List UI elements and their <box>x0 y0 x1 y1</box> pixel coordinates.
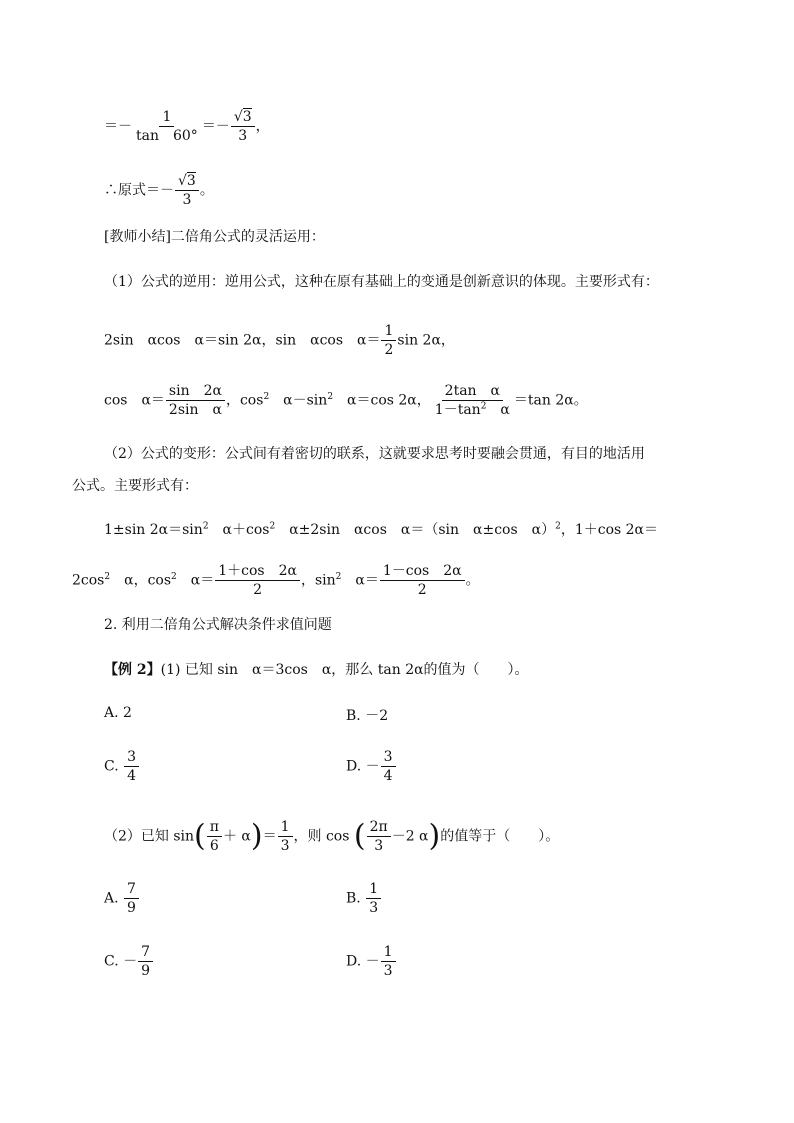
eq-text: α＋cos <box>208 522 270 538</box>
numerator: 3 <box>381 748 396 767</box>
exponent: 2 <box>327 391 334 402</box>
right-paren: ) <box>250 818 263 854</box>
fraction <box>133 108 201 145</box>
fraction <box>432 382 513 419</box>
fraction <box>175 172 199 209</box>
fraction <box>124 880 139 917</box>
exponent: 2 <box>335 571 342 582</box>
option-b: B. －2 <box>346 708 389 724</box>
denominator: 3 <box>182 192 192 208</box>
numerator: 1＋cos 2α <box>215 562 300 581</box>
eq-text: cos α＝ <box>104 392 165 409</box>
eq-text: ＝－ <box>104 118 132 135</box>
section-heading: 2. 利用二倍角公式解决条件求值问题 <box>104 617 332 633</box>
exponent: 2 <box>104 571 111 582</box>
fraction <box>138 943 153 980</box>
fraction <box>166 382 225 419</box>
option-c <box>104 748 140 785</box>
eq-text: ，cos <box>225 392 264 409</box>
fraction <box>367 818 391 855</box>
denominator: 9 <box>127 900 136 916</box>
right-paren: ) <box>428 818 441 854</box>
example-tag: 【例 2】 <box>104 662 161 678</box>
exponent: 2 <box>480 401 487 412</box>
fraction <box>381 943 396 980</box>
eq-text: 2sin αcos α＝sin 2α，sin αcos α＝ <box>104 332 381 349</box>
question-text: 的值等于（ ）。 <box>440 828 560 845</box>
numerator: 1 <box>366 880 381 899</box>
punct: ， <box>255 118 270 135</box>
option-label: D. － <box>346 758 380 775</box>
denominator: 6 <box>209 838 219 854</box>
eq-text: α＝ <box>176 572 215 589</box>
option-label: B. <box>346 890 361 907</box>
denominator: 2 <box>417 582 427 598</box>
eq-text: α＝cos 2α， <box>333 392 431 409</box>
exponent: 2 <box>269 521 276 532</box>
eq-text: 2cos <box>72 572 105 589</box>
option-c <box>104 943 154 980</box>
numerator: sin 2α <box>166 382 225 401</box>
eq-text: ，sin <box>300 572 336 589</box>
fraction <box>207 818 222 855</box>
option-b <box>346 880 382 917</box>
punct: 。 <box>199 182 214 199</box>
question-text: (1) 已知 sin α＝3cos α，那么 tan 2α的值为（ ）。 <box>160 662 529 678</box>
formula-line-2 <box>104 172 214 209</box>
eq-text: α－sin <box>269 392 328 409</box>
denominator: 3 <box>280 838 290 854</box>
fraction <box>231 108 255 145</box>
numerator: √3 <box>175 172 199 191</box>
radicand: 3 <box>242 109 252 125</box>
den-text: α <box>486 402 510 418</box>
numerator: 1 <box>278 818 293 837</box>
eq-text: ＝－ <box>201 118 230 135</box>
summary-p2a: （2）公式的变形：公式间有着密切的联系，这就要求思考时要融会贯通，有目的地活用 <box>104 446 645 462</box>
formula-line-1 <box>104 108 270 145</box>
option-d <box>346 748 397 785</box>
numerator: 2tan α <box>442 382 503 401</box>
denominator: 9 <box>141 963 151 979</box>
formula-line-3 <box>104 322 455 359</box>
eq-text: sin 2α， <box>397 332 455 349</box>
exponent: 2 <box>555 521 561 532</box>
fraction <box>381 748 396 785</box>
numerator: 1 <box>381 322 396 341</box>
question-text: ＋ α <box>222 828 251 845</box>
left-paren: ( <box>353 818 366 854</box>
eq-text: α±2sin αcos α＝（sin α±cos α） <box>275 522 556 538</box>
denominator: tan 60° <box>136 128 198 144</box>
option-label: C. <box>104 758 119 775</box>
option-label: D. － <box>346 953 380 970</box>
question-text: （2）已知 sin <box>104 828 195 845</box>
option-a <box>104 880 140 917</box>
denominator: 2 <box>253 582 263 598</box>
option-d <box>346 943 397 980</box>
eq-text: ，1＋cos 2α＝ <box>560 522 659 538</box>
punct: 。 <box>465 572 480 589</box>
denominator: 3 <box>374 838 384 854</box>
numerator: 2π <box>367 818 391 837</box>
example-question-2 <box>104 818 559 855</box>
eq-text: ＝tan 2α。 <box>513 392 588 409</box>
fraction <box>278 818 293 855</box>
denominator: 3 <box>238 128 248 144</box>
numerator: 7 <box>124 880 139 899</box>
numerator: 1 <box>381 943 396 962</box>
left-paren: ( <box>194 818 206 854</box>
eq-text: 1±sin 2α＝sin <box>104 522 203 538</box>
example-question-1 <box>104 660 529 680</box>
result-label: ∴原式＝－ <box>104 182 174 199</box>
numerator: 3 <box>124 748 139 767</box>
denominator: 3 <box>383 963 393 979</box>
eq-text: α＝ <box>341 572 379 589</box>
numerator: 1 <box>159 108 174 127</box>
option-a: A. 2 <box>104 705 132 721</box>
exponent: 2 <box>202 521 209 532</box>
summary-p2b: 公式。主要形式有： <box>72 478 198 494</box>
radicand: 3 <box>186 173 196 189</box>
den-text: 1－tan <box>434 402 481 418</box>
fraction <box>215 562 300 599</box>
eq-text: α，cos <box>110 572 172 589</box>
option-label: A. <box>104 890 119 907</box>
denominator: 4 <box>127 768 137 784</box>
numerator: π <box>207 818 222 837</box>
exponent: 2 <box>171 571 177 582</box>
question-text: －2 α <box>391 828 429 845</box>
denominator: 4 <box>383 768 393 784</box>
exponent: 2 <box>263 391 270 402</box>
summary-p1: （1）公式的逆用：逆用公式，这种在原有基础上的变通是创新意识的体现。主要形式有： <box>104 274 659 290</box>
option-label: C. － <box>104 953 138 970</box>
denominator: 2sin α <box>168 402 222 418</box>
numerator: 1－cos 2α <box>380 562 465 581</box>
formula-line-6 <box>72 562 480 599</box>
numerator: 7 <box>138 943 153 962</box>
fraction <box>124 748 139 785</box>
denominator: 3 <box>369 900 379 916</box>
numerator: √3 <box>231 108 255 127</box>
question-text: ，则 cos <box>293 828 354 845</box>
denominator <box>432 401 513 419</box>
fraction <box>381 322 396 359</box>
fraction <box>366 880 381 917</box>
denominator: 2 <box>384 342 394 358</box>
question-text: ＝ <box>262 828 277 845</box>
formula-line-4 <box>104 382 588 419</box>
summary-title: [教师小结]二倍角公式的灵活运用： <box>104 229 325 245</box>
formula-line-5 <box>104 520 658 540</box>
fraction <box>380 562 465 599</box>
